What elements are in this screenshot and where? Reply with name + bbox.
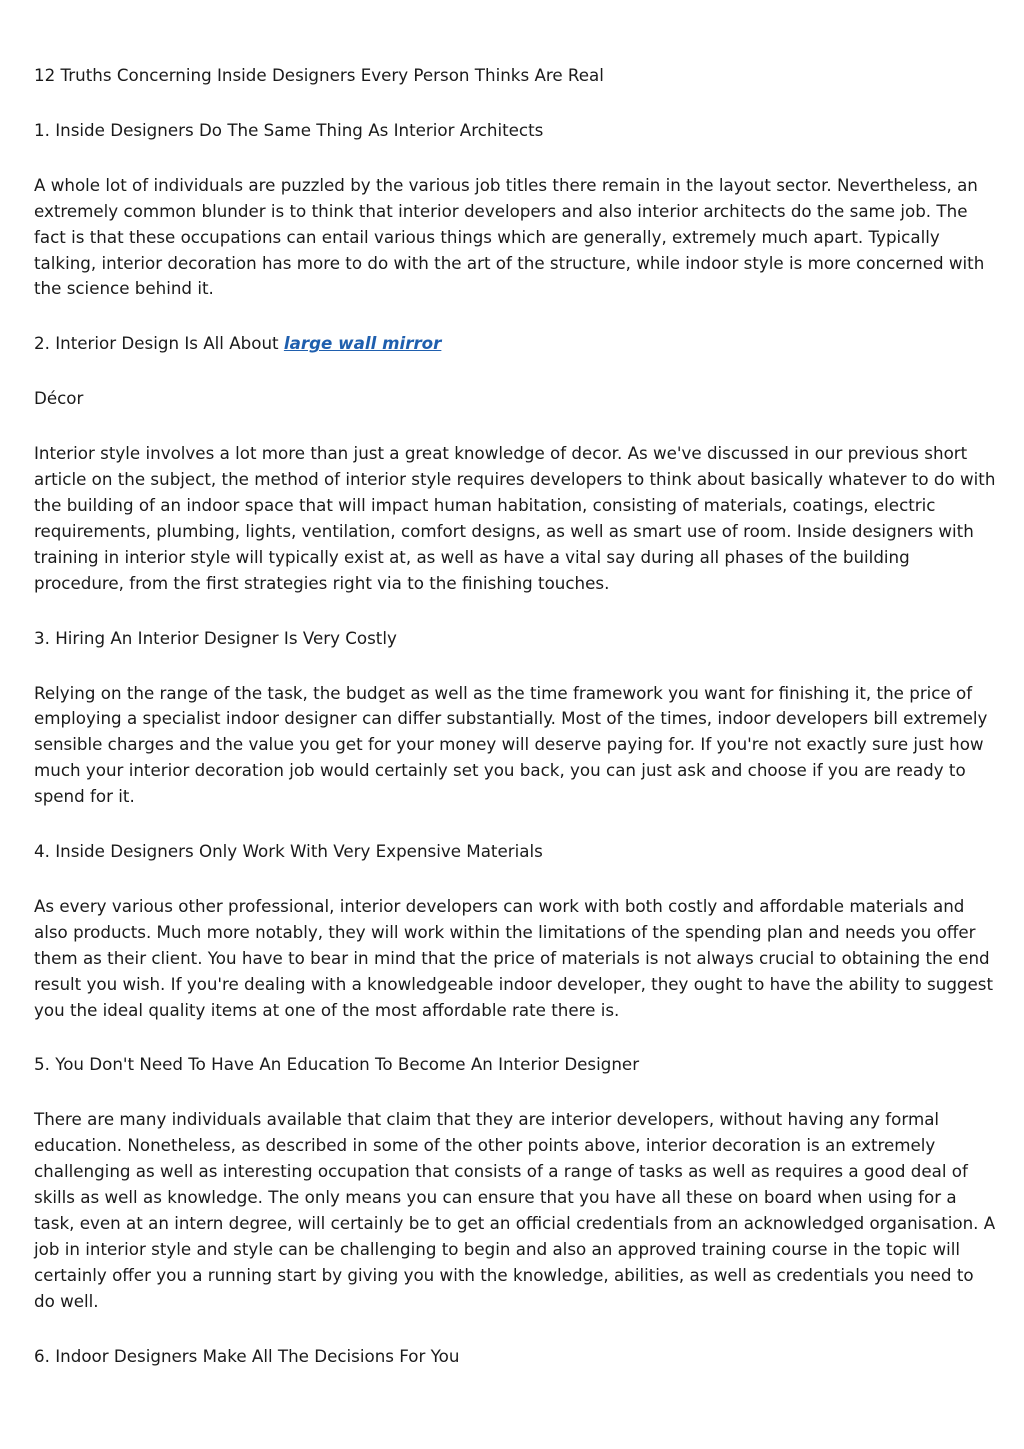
paragraph-5: There are many individuals available that claim that they are interior developers, without having any formal education. Nonetheless, as described in some of the other points above, interior decoration is an extremely challenging as well as interesting occupation that consists of a range of tasks as well as requires a good deal of skills as well as knowledge. The only means you can ensure that you have all these on board when using for a task, even at an intern degree, will certainly be to get an official credentials from an acknowledged organisation. A job in interior style and style can be challenging to begin and also an approved training course in the topic will certainly offer you a running start by giving you with the knowledge, abilities, as well as credentials you need to do well.: [34, 1109, 996, 1311]
section-heading-3: 3. Hiring An Interior Designer Is Very Costly: [34, 627, 397, 648]
section-heading-2: [34, 331, 996, 357]
paragraph-4: As every various other professional, interior developers can work with both costly and affordable materials and also products. Much more notably, they will work within the limitations of the spending plan and needs you offer them as their client. You have to bear in mind that the price of materials is not always crucial to obtaining the end result you wish. If you're dealing with a knowledgeable indoor developer, they ought to have the ability to suggest you the ideal quality items at one of the most affordable rate there is.: [34, 895, 994, 1020]
section-heading-6: 6. Indoor Designers Make All The Decisions For You: [34, 1345, 460, 1366]
document-title: 12 Truths Concerning Inside Designers Every Person Thinks Are Real: [34, 65, 604, 85]
paragraph-2: Interior style involves a lot more than just a great knowledge of decor. As we've discussed in our previous short article on the subject, the method of interior style requires developers to think about basically whatever to do with the building of an indoor space that will impact human habitation, consisting of materials, coatings, electric requirements, plumbing, lights, ventilation, comfort designs, as well as smart use of room. Inside designers with training in interior style will typically exist at, as well as have a vital say during all phases of the building procedure, from the first strategies right via to the finishing touches.: [34, 443, 996, 593]
paragraph-1: A whole lot of individuals are puzzled by the various job titles there remain in the layout sector. Nevertheless, an extremely common blunder is to think that interior developers and also interior architects do the same job. The fact is that these occupations can entail various things which are generally, extremely much apart. Typically talking, interior decoration has more to do with the art of the structure, while indoor style is more concerned with the science behind it.: [34, 174, 985, 299]
decor-line: Décor: [34, 388, 84, 409]
section-heading-4: 4. Inside Designers Only Work With Very Expensive Materials: [34, 841, 543, 862]
section-heading-2-text: 2. Interior Design Is All About: [34, 333, 284, 354]
paragraph-3: Relying on the range of the task, the budget as well as the time framework you want for finishing it, the price of employing a specialist indoor designer can differ substantially. Most of the times, indoor developers bill extremely sensible charges and the value you get for your money will deserve paying for. If you're not exactly sure just how much your interior decoration job would certainly set you back, you can just ask and choose if you are ready to spend for it.: [34, 682, 988, 807]
document-page: [34, 63, 996, 1399]
section-heading-5: 5. You Don't Need To Have An Education To Become An Interior Designer: [34, 1054, 640, 1075]
section-heading-1: 1. Inside Designers Do The Same Thing As Interior Architects: [34, 119, 544, 140]
large-wall-mirror-link[interactable]: large wall mirror: [283, 333, 442, 354]
